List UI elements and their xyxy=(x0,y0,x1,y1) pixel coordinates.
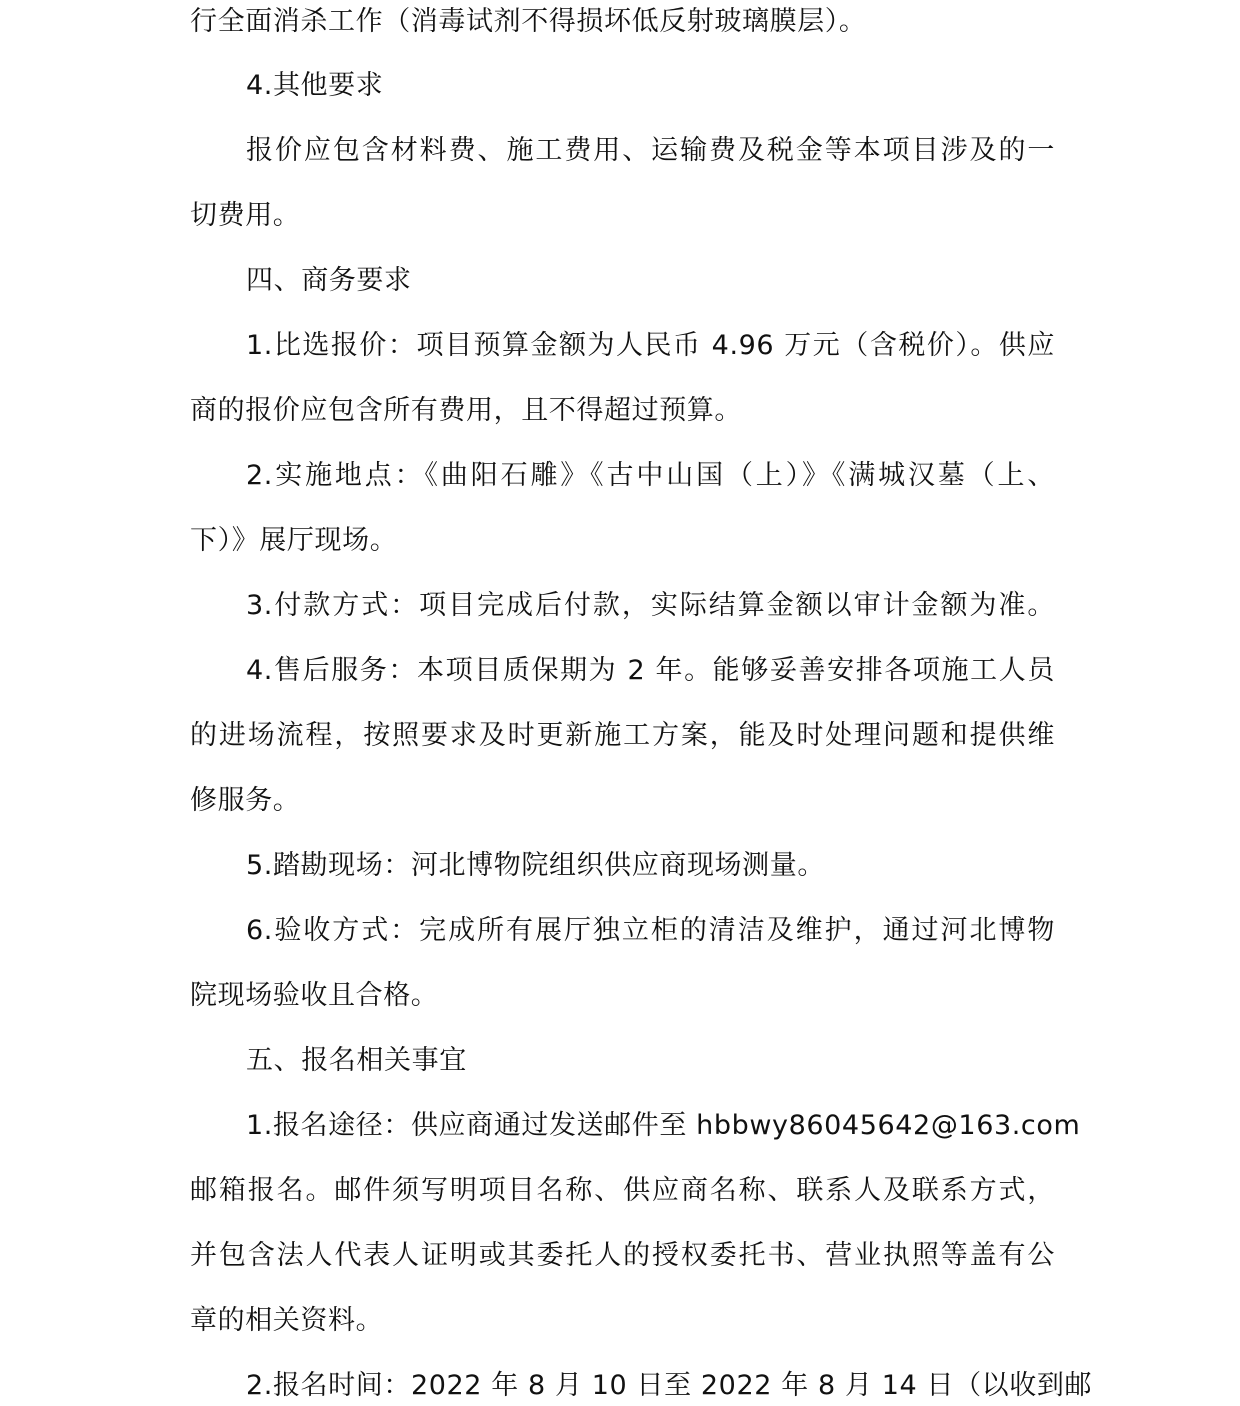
text-line-hall-site: 下）》展厅现场。 xyxy=(190,525,398,556)
text-line-email-content: 邮箱报名。邮件须写明项目名称、供应商名称、联系人及联系方式， xyxy=(190,1175,1055,1206)
text-line-repair-service: 修服务。 xyxy=(190,785,301,816)
text-line-registration-email: 1.报名途径：供应商通过发送邮件至 hbbwy86045642@163.com xyxy=(246,1110,1081,1141)
text-line-related-materials: 章的相关资料。 xyxy=(190,1305,384,1336)
section-heading-business: 四、商务要求 xyxy=(246,265,412,296)
text-line-site-survey: 5.踏勘现场：河北博物院组织供应商现场测量。 xyxy=(246,850,825,881)
text-line-quote-budget: 1.比选报价：项目预算金额为人民币 4.96 万元（含税价）。供应 xyxy=(246,330,1055,361)
text-line-no-exceed-budget: 商的报价应包含所有费用，且不得超过预算。 xyxy=(190,395,742,426)
text-line-acceptance-cont: 院现场验收且合格。 xyxy=(190,980,439,1011)
text-line-after-sales: 4.售后服务：本项目质保期为 2 年。能够妥善安排各项施工人员 xyxy=(246,655,1055,686)
text-line-cont-disinfect: 行全面消杀工作（消毒试剂不得损坏低反射玻璃膜层）。 xyxy=(190,6,867,37)
text-line-after-sales-cont: 的进场流程，按照要求及时更新施工方案，能及时处理问题和提供维 xyxy=(190,720,1055,751)
text-line-all-costs: 切费用。 xyxy=(190,200,301,231)
text-line-acceptance: 6.验收方式：完成所有展厅独立柜的清洁及维护，通过河北博物 xyxy=(246,915,1055,946)
text-line-registration-time: 2.报名时间：2022 年 8 月 10 日至 2022 年 8 月 14 日（以收到邮 xyxy=(246,1370,1093,1401)
text-line-location: 2.实施地点：《曲阳石雕》《古中山国（上）》《满城汉墓（上、 xyxy=(246,460,1055,491)
text-line-payment: 3.付款方式：项目完成后付款，实际结算金额以审计金额为准。 xyxy=(246,590,1055,621)
section-heading-registration: 五、报名相关事宜 xyxy=(246,1045,467,1076)
text-line-quote-includes: 报价应包含材料费、施工费用、运输费及税金等本项目涉及的一 xyxy=(246,135,1055,166)
heading-other-requirements: 4.其他要求 xyxy=(246,70,384,101)
text-line-attachments: 并包含法人代表人证明或其委托人的授权委托书、营业执照等盖有公 xyxy=(190,1240,1055,1271)
